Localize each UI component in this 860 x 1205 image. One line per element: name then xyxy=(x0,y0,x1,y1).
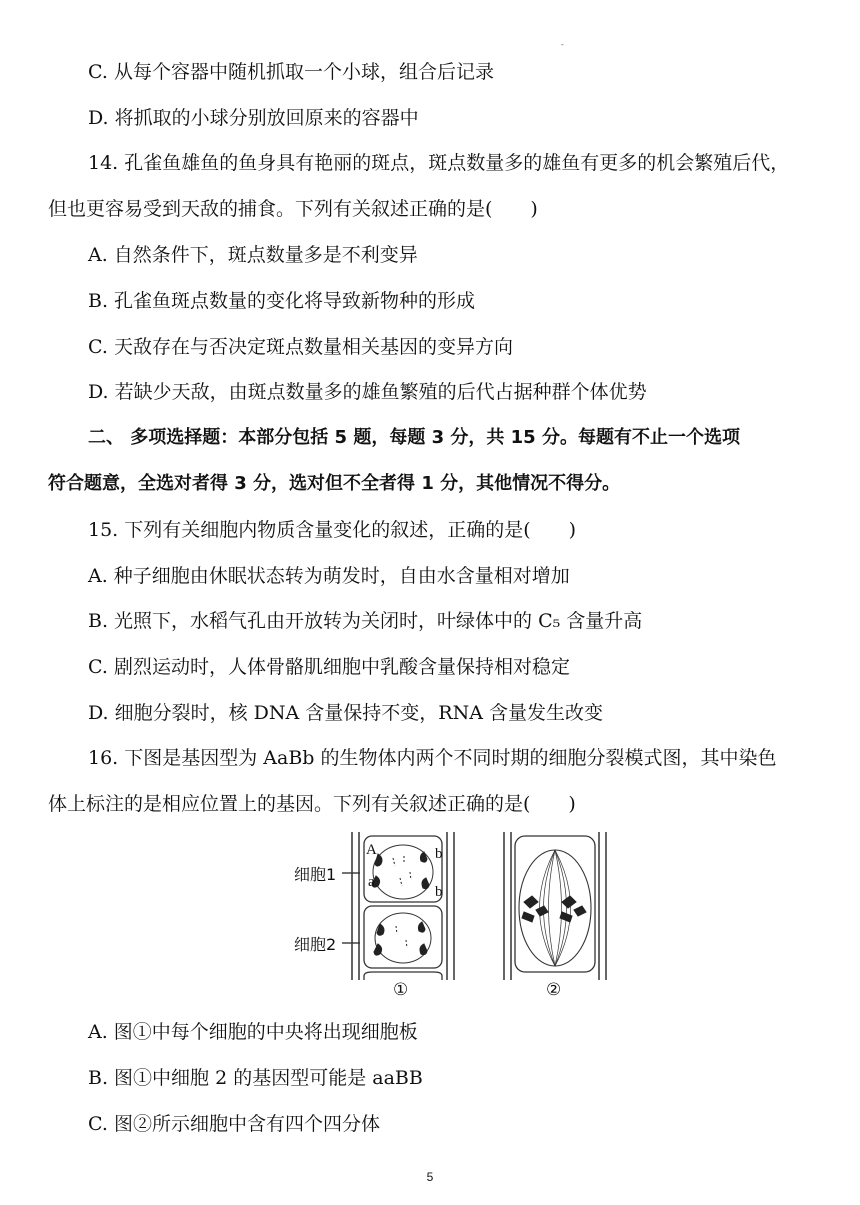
option-13d: D. 将抓取的小球分别放回原来的容器中 xyxy=(88,107,419,129)
option-15c: C. 剧烈运动时，人体骨骼肌细胞中乳酸含量保持相对稳定 xyxy=(88,656,570,678)
cell2-chromosomes xyxy=(374,922,427,955)
option-15a: A. 种子细胞由休眠状态转为萌发时，自由水含量相对增加 xyxy=(88,565,570,587)
option-15b: B. 光照下，水稻气孔由开放转为关闭时，叶绿体中的 C₅ 含量升高 xyxy=(88,610,643,632)
option-13c: C. 从每个容器中随机抓取一个小球，组合后记录 xyxy=(88,61,494,83)
cell-division-figure xyxy=(292,832,612,1004)
gene-b-upper-label: b xyxy=(435,846,443,862)
cell1-label: 细胞1 xyxy=(294,865,337,884)
question-14-stem: 14. 孔雀鱼雄鱼的鱼身具有艳丽的斑点，斑点数量多的雄鱼有更多的机会繁殖后代， xyxy=(88,152,790,174)
panel-2 xyxy=(504,832,606,980)
option-14d: D. 若缺少天敌，由斑点数量多的雄鱼繁殖的后代占据种群个体优势 xyxy=(88,381,647,403)
cell2-label: 细胞2 xyxy=(294,935,337,954)
page-number: 5 xyxy=(426,1170,434,1184)
question-16-stem: 16. 下图是基因型为 AaBb 的生物体内两个不同时期的细胞分裂模式图，其中染色 xyxy=(88,747,777,769)
gene-A-label: A xyxy=(366,842,377,858)
gene-b-lower-label: b xyxy=(435,884,443,900)
option-14b: B. 孔雀鱼斑点数量的变化将导致新物种的形成 xyxy=(88,290,476,312)
section-2-heading-cont: 符合题意，全选对者得 3 分，选对但不全者得 1 分，其他情况不得分。 xyxy=(48,473,621,494)
option-16a: A. 图①中每个细胞的中央将出现细胞板 xyxy=(88,1021,418,1043)
option-14a: A. 自然条件下，斑点数量多是不利变异 xyxy=(88,244,418,266)
option-16b: B. 图①中细胞 2 的基因型可能是 aaBB xyxy=(88,1067,423,1089)
panel2-chromosomes xyxy=(522,896,586,922)
option-15d: D. 细胞分裂时，核 DNA 含量保持不变，RNA 含量发生改变 xyxy=(88,702,603,724)
panel-2-caption: ② xyxy=(546,980,562,999)
stray-mark: - xyxy=(561,40,564,49)
question-15-stem: 15. 下列有关细胞内物质含量变化的叙述，正确的是( ) xyxy=(88,519,577,541)
question-14-stem-cont: 但也更容易受到天敌的捕食。下列有关叙述正确的是( ) xyxy=(48,198,538,220)
cell-diagram xyxy=(292,832,612,992)
question-16-stem-cont: 体上标注的是相应位置上的基因。下列有关叙述正确的是( ) xyxy=(48,793,576,815)
option-14c: C. 天敌存在与否决定斑点数量相关基因的变异方向 xyxy=(88,336,513,358)
option-16c: C. 图②所示细胞中含有四个四分体 xyxy=(88,1113,380,1135)
section-2-heading: 二、 多项选择题：本部分包括 5 题，每题 3 分，共 15 分。每题有不止一个选项 xyxy=(88,427,740,448)
panel-1-caption: ① xyxy=(393,980,409,999)
cell1-chromosomes xyxy=(372,852,429,889)
gene-a-label: a xyxy=(368,874,375,890)
